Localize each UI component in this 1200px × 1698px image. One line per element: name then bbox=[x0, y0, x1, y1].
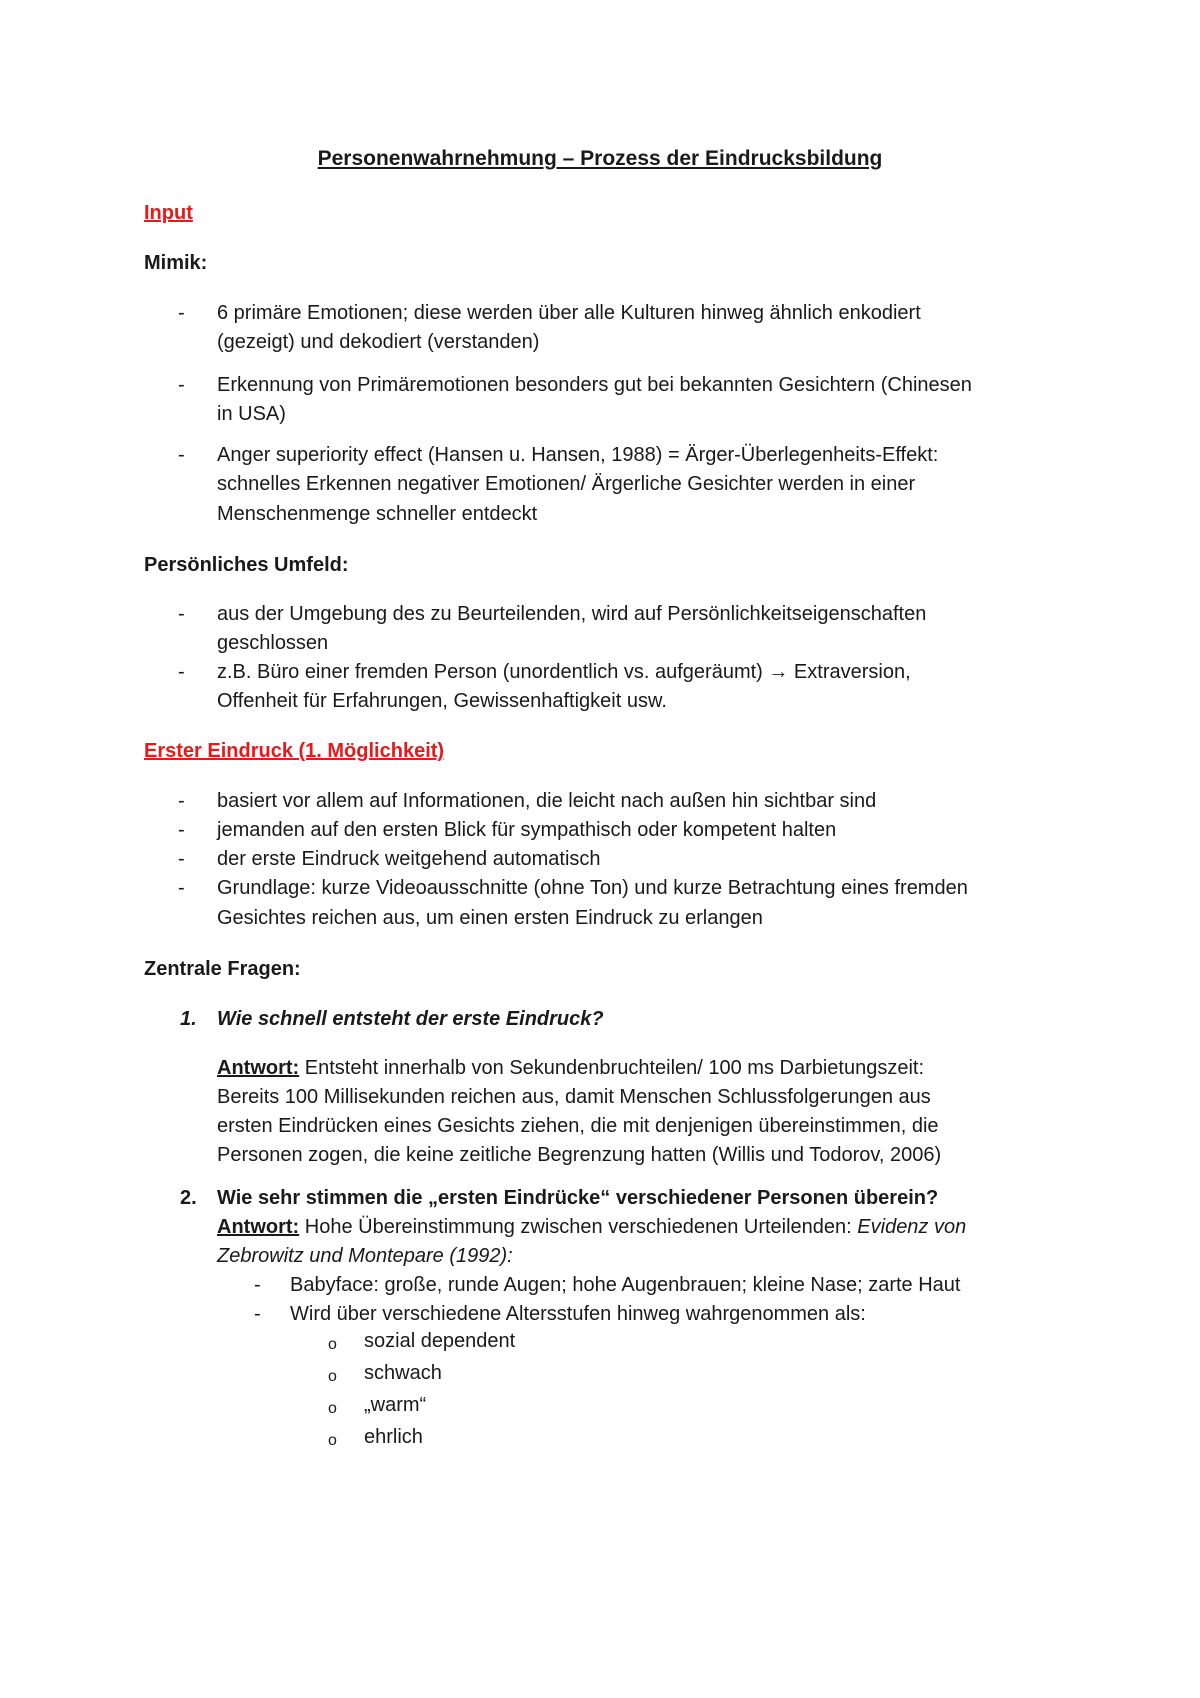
bullet-circle: o bbox=[328, 1400, 337, 1417]
sub-list-item: Wird über verschiedene Altersstufen hinweg wahrgenommen als: bbox=[290, 1303, 866, 1325]
list-item-line: geschlossen bbox=[217, 632, 329, 654]
list-item-line: in USA) bbox=[217, 403, 286, 425]
question-1: Wie schnell entsteht der erste Eindruck? bbox=[217, 1008, 604, 1030]
list-item-line: 6 primäre Emotionen; diese werden über alle Kulturen hinweg ähnlich enkodiert bbox=[217, 302, 921, 324]
bullet-dash: - bbox=[178, 374, 185, 396]
bullet-dash: - bbox=[178, 790, 185, 812]
bullet-dash: - bbox=[178, 603, 185, 625]
list-item-line: jemanden auf den ersten Blick für sympathisch oder kompetent halten bbox=[217, 819, 837, 841]
answer-line: Bereits 100 Millisekunden reichen aus, damit Menschen Schlussfolgerungen aus bbox=[217, 1086, 931, 1108]
answer-line bbox=[217, 1054, 924, 1083]
answer-citation: Evidenz von bbox=[857, 1216, 967, 1238]
circle-list-item: ehrlich bbox=[364, 1426, 423, 1448]
answer-line: Personen zogen, die keine zeitliche Begrenzung hatten (Willis und Todorov, 2006) bbox=[217, 1144, 942, 1166]
answer-label: Antwort: bbox=[217, 1057, 300, 1079]
answer-line bbox=[217, 1213, 966, 1242]
list-item-line: (gezeigt) und dekodiert (verstanden) bbox=[217, 331, 540, 353]
list-item-line: Grundlage: kurze Videoausschnitte (ohne Ton) und kurze Betrachtung eines fremden bbox=[217, 877, 968, 899]
circle-list-item: sozial dependent bbox=[364, 1330, 516, 1352]
subsection-heading-umfeld: Persönliches Umfeld: bbox=[144, 554, 349, 576]
list-item-line: z.B. Büro einer fremden Person (unordentlich vs. aufgeräumt) → Extraversion, bbox=[217, 661, 911, 683]
bullet-dash: - bbox=[178, 877, 185, 899]
question-number: 2. bbox=[180, 1187, 197, 1209]
bullet-dash: - bbox=[254, 1303, 261, 1325]
list-item-line: Offenheit für Erfahrungen, Gewissenhaftigkeit usw. bbox=[217, 690, 667, 712]
section-heading-erster-eindruck: Erster Eindruck (1. Möglichkeit) bbox=[144, 740, 445, 762]
list-item-line: aus der Umgebung des zu Beurteilenden, wird auf Persönlichkeitseigenschaften bbox=[217, 603, 927, 625]
list-item-line: Gesichtes reichen aus, um einen ersten Eindruck zu erlangen bbox=[217, 907, 763, 929]
list-item-line: Menschenmenge schneller entdeckt bbox=[217, 503, 538, 525]
bullet-circle: o bbox=[328, 1336, 337, 1353]
answer-citation-line: Zebrowitz und Montepare (1992): bbox=[217, 1245, 513, 1267]
list-item-line: basiert vor allem auf Informationen, die leicht nach außen hin sichtbar sind bbox=[217, 790, 877, 812]
circle-list-item: „warm“ bbox=[364, 1394, 427, 1416]
question-2: Wie sehr stimmen die „ersten Eindrücke“ verschiedener Personen überein? bbox=[217, 1187, 939, 1209]
sub-list-item: Babyface: große, runde Augen; hohe Augenbrauen; kleine Nase; zarte Haut bbox=[290, 1274, 961, 1296]
answer-text: Hohe Übereinstimmung zwischen verschiedenen Urteilenden: bbox=[299, 1216, 858, 1238]
bullet-circle: o bbox=[328, 1432, 337, 1449]
bullet-circle: o bbox=[328, 1368, 337, 1385]
bullet-dash: - bbox=[178, 444, 185, 466]
answer-line: ersten Eindrücken eines Gesichts ziehen, die mit denjenigen übereinstimmen, die bbox=[217, 1115, 939, 1137]
question-number: 1. bbox=[180, 1008, 197, 1030]
list-item-line: Erkennung von Primäremotionen besonders gut bei bekannten Gesichtern (Chinesen bbox=[217, 374, 972, 396]
page-title: Personenwahrnehmung – Prozess der Eindrucksbildung bbox=[317, 147, 883, 170]
list-item-line: schnelles Erkennen negativer Emotionen/ Ärgerliche Gesichter werden in einer bbox=[217, 473, 916, 495]
answer-label: Antwort: bbox=[217, 1216, 300, 1238]
subsection-heading-zentrale-fragen: Zentrale Fragen: bbox=[144, 958, 301, 980]
bullet-dash: - bbox=[178, 848, 185, 870]
subsection-heading-mimik: Mimik: bbox=[144, 252, 208, 274]
bullet-dash: - bbox=[254, 1274, 261, 1296]
list-item-line: Anger superiority effect (Hansen u. Hansen, 1988) = Ärger-Überlegenheits-Effekt: bbox=[217, 444, 939, 466]
bullet-dash: - bbox=[178, 819, 185, 841]
section-heading-input: Input bbox=[144, 202, 193, 224]
bullet-dash: - bbox=[178, 661, 185, 683]
answer-text: Entsteht innerhalb von Sekundenbruchteilen/ 100 ms Darbietungszeit: bbox=[299, 1057, 925, 1079]
circle-list-item: schwach bbox=[364, 1362, 442, 1384]
list-item-line: der erste Eindruck weitgehend automatisch bbox=[217, 848, 601, 870]
bullet-dash: - bbox=[178, 302, 185, 324]
